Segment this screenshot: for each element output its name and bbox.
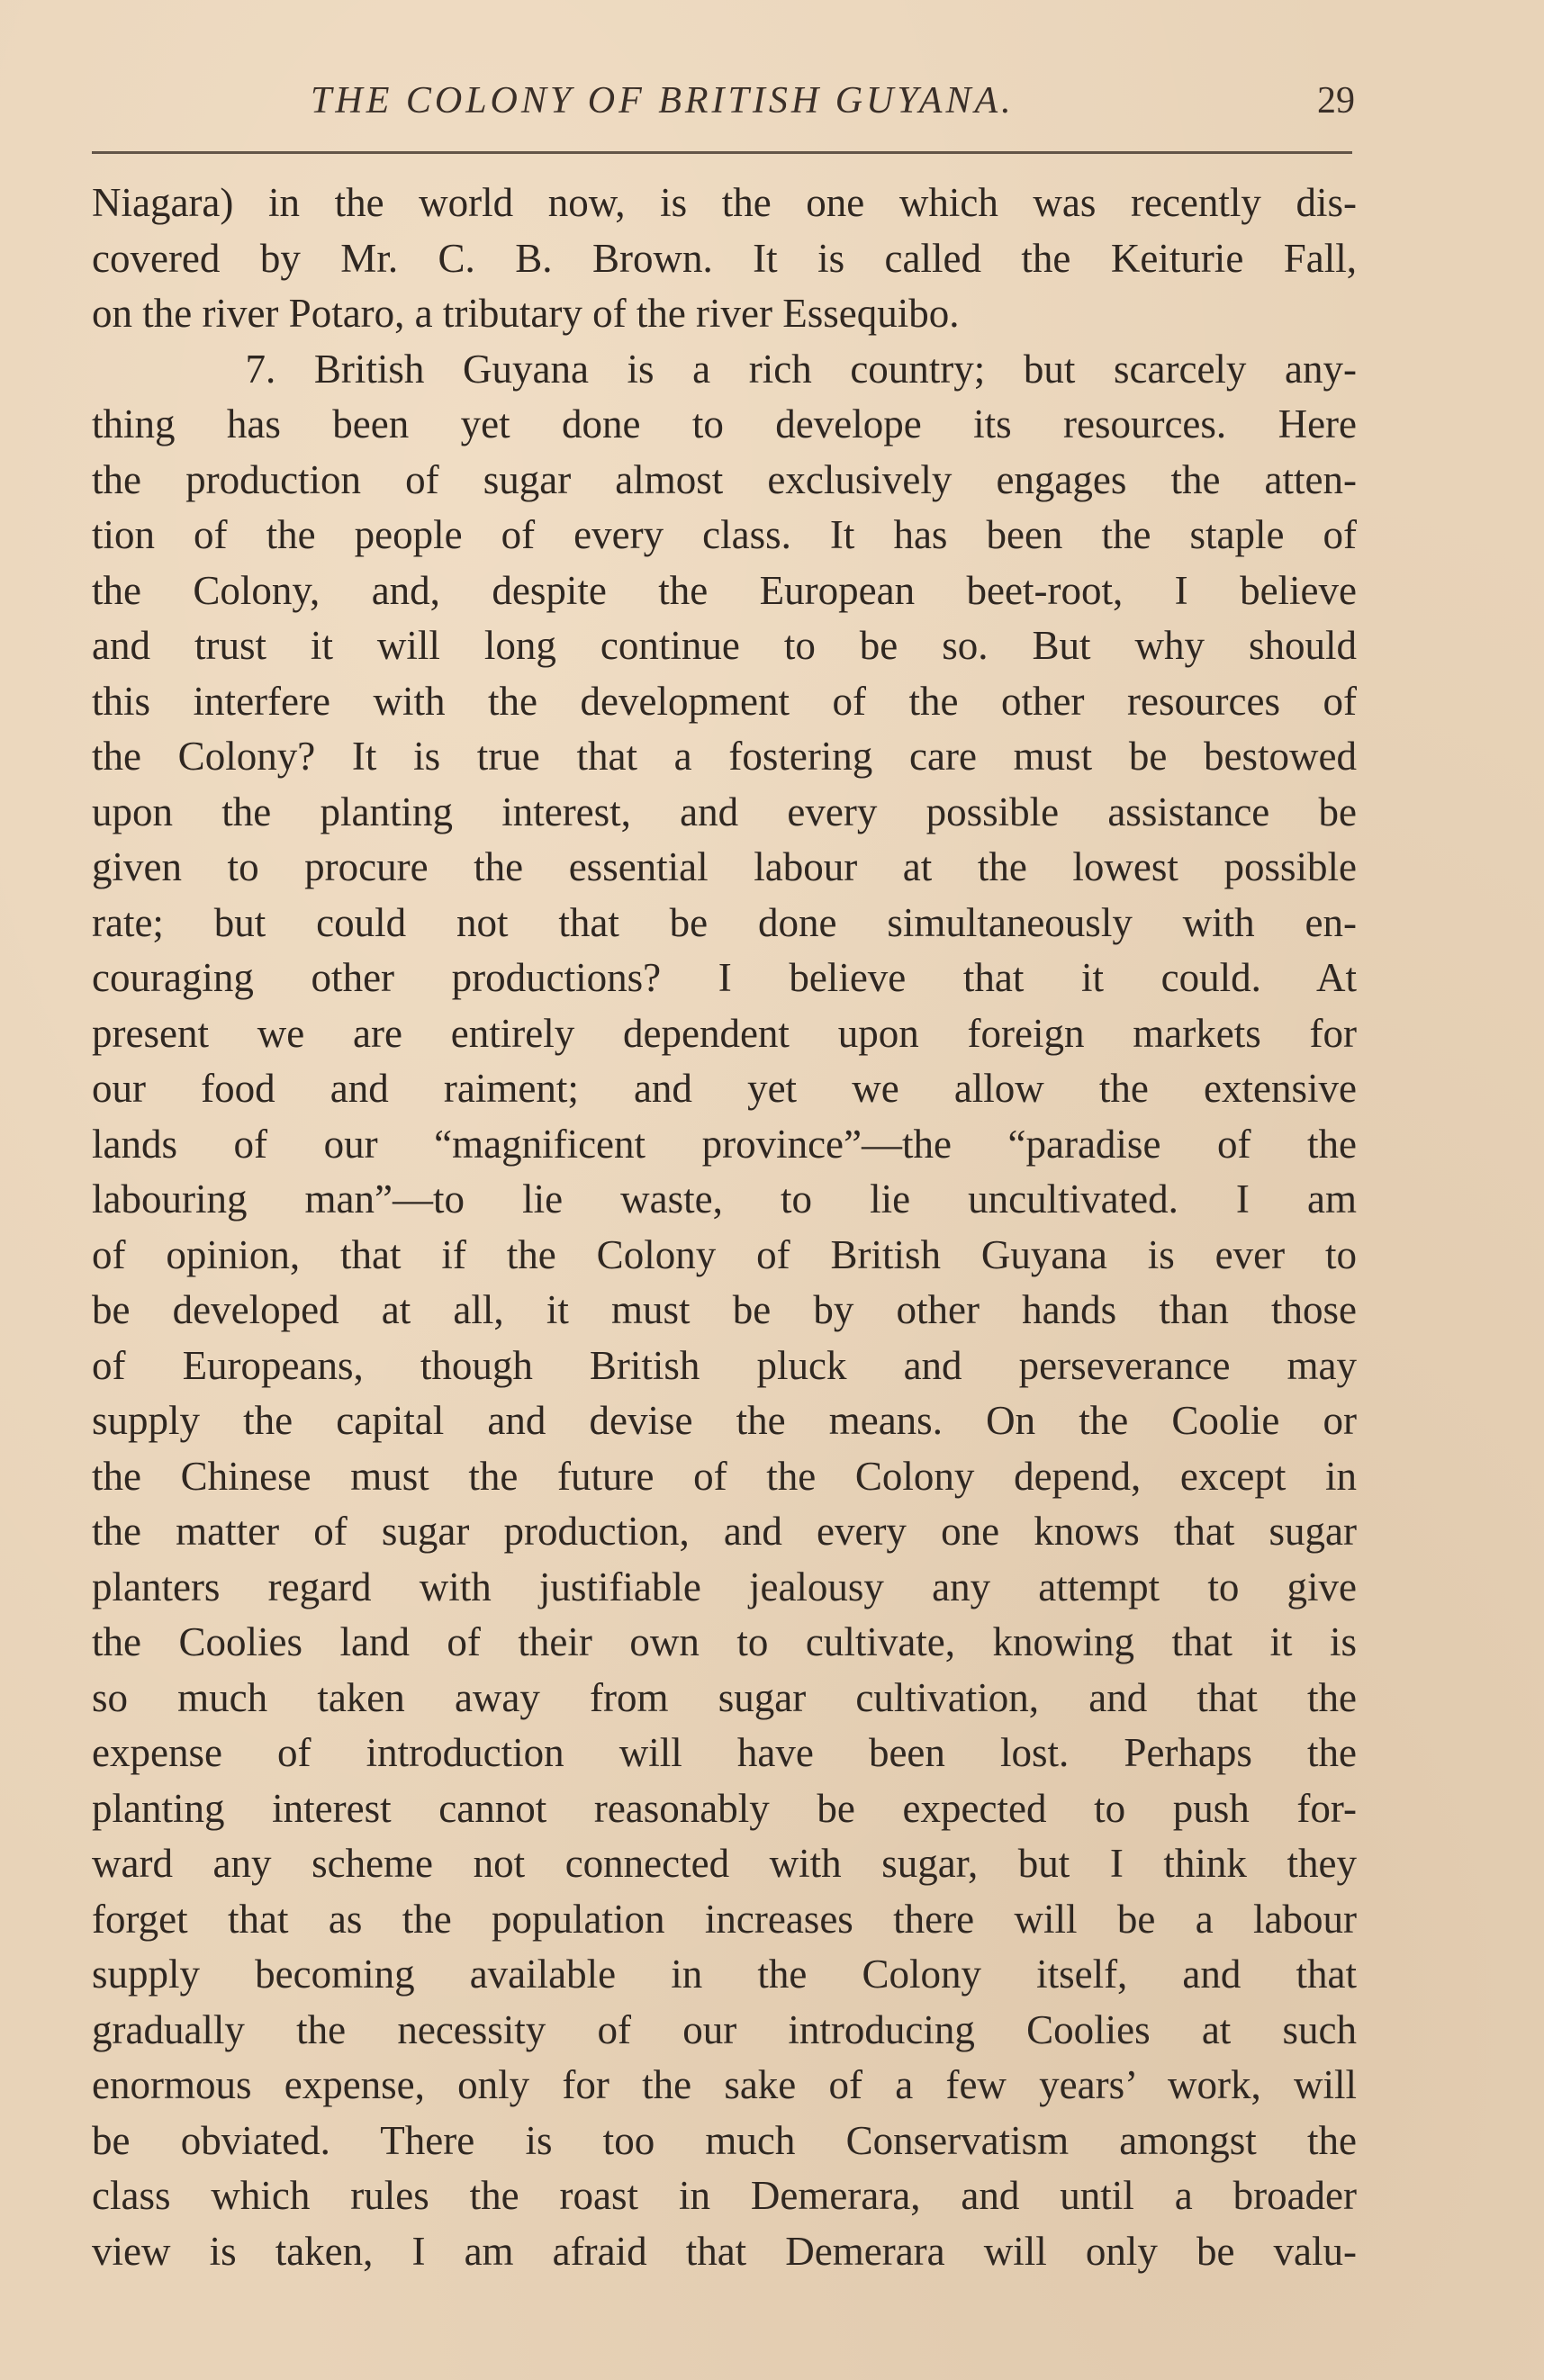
text-line: the Colony? It is true that a fostering care must be bestowed xyxy=(92,734,1357,779)
text-line: the matter of sugar production, and every one knows that sugar xyxy=(92,1509,1357,1554)
text-line: of opinion, that if the Colony of British Guyana is ever to xyxy=(92,1231,1357,1277)
text-line: supply the capital and devise the means. On the Coolie or xyxy=(92,1398,1357,1443)
running-head xyxy=(0,79,1544,133)
text-line: of Europeans, though British pluck and perseverance may xyxy=(92,1342,1357,1388)
text-line: couraging other productions? I believe that it could. At xyxy=(92,955,1357,1000)
page-number: 29 xyxy=(1317,80,1355,122)
text-line: given to procure the essential labour at the lowest possible xyxy=(92,844,1357,889)
text-line: gradually the necessity of our introducing Coolies at such xyxy=(92,2006,1357,2052)
text-line: thing has been yet done to develope its resources. Here xyxy=(92,401,1357,446)
text-line: forget that as the population increases there will be a labour xyxy=(92,1896,1357,1942)
text-line: the Coolies land of their own to cultivate, knowing that it is xyxy=(92,1619,1357,1664)
text-line: so much taken away from sugar cultivation, and that the xyxy=(92,1674,1357,1720)
text-line: rate; but could not that be done simultaneously with en- xyxy=(92,899,1357,945)
text-line: covered by Mr. C. B. Brown. It is called the Keiturie Fall, xyxy=(92,235,1357,281)
text-line: be developed at all, it must be by other hands than those xyxy=(92,1287,1357,1332)
body-text xyxy=(92,176,1357,2279)
text-line: 7. British Guyana is a rich country; but scarcely any- xyxy=(92,346,1357,392)
text-line: be obviated. There is too much Conservatism amongst the xyxy=(92,2117,1357,2163)
text-line: view is taken, I am afraid that Demerara will only be valu- xyxy=(92,2228,1357,2274)
text-line: labouring man”—to lie waste, to lie uncultivated. I am xyxy=(92,1176,1357,1222)
text-line: the Colony, and, despite the European beet-root, I believe xyxy=(92,567,1357,613)
text-line: upon the planting interest, and every possible assistance be xyxy=(92,789,1357,834)
text-line: enormous expense, only for the sake of a few years’ work, will xyxy=(92,2062,1357,2107)
text-line: planters regard with justifiable jealousy any attempt to give xyxy=(92,1564,1357,1609)
text-line: expense of introduction will have been lost. Perhaps the xyxy=(92,1730,1357,1775)
text-line: tion of the people of every class. It has been the staple of xyxy=(92,512,1357,557)
text-line: our food and raiment; and yet we allow the extensive xyxy=(92,1066,1357,1111)
text-line: present we are entirely dependent upon foreign markets for xyxy=(92,1010,1357,1056)
header-rule xyxy=(92,151,1352,154)
text-line: the Chinese must the future of the Colony depend, except in xyxy=(92,1453,1357,1499)
text-line: and trust it will long continue to be so. But why should xyxy=(92,623,1357,668)
text-line: supply becoming available in the Colony itself, and that xyxy=(92,1952,1357,1997)
text-line: the production of sugar almost exclusively engages the atten- xyxy=(92,456,1357,502)
text-line: planting interest cannot reasonably be expected to push for- xyxy=(92,1785,1357,1831)
text-line: Niagara) in the world now, is the one which was recently dis- xyxy=(92,180,1357,225)
text-line: on the river Potaro, a tributary of the river Essequibo. xyxy=(92,291,960,336)
text-line: lands of our “magnificent province”—the “paradise of the xyxy=(92,1121,1357,1167)
text-line: class which rules the roast in Demerara, and until a broader xyxy=(92,2173,1357,2218)
running-title: THE COLONY OF BRITISH GUYANA. xyxy=(311,80,1015,122)
text-line: ward any scheme not connected with sugar, but I think they xyxy=(92,1841,1357,1886)
text-line: this interfere with the development of the other resources of xyxy=(92,678,1357,724)
